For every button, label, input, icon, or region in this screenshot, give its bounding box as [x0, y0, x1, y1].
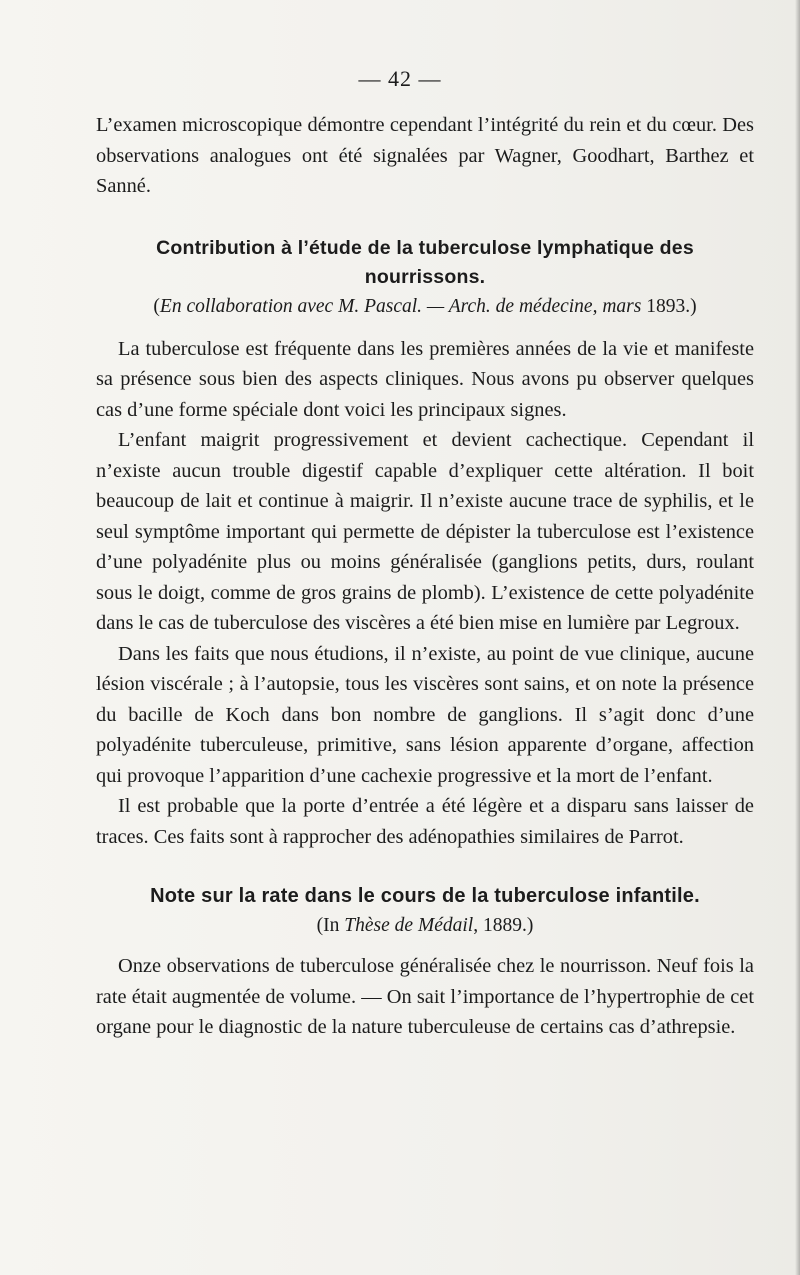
citation-year: , 1889.)	[473, 915, 534, 936]
section-2-citation	[96, 911, 754, 941]
page-content	[96, 110, 754, 1043]
citation-open: (In	[316, 915, 345, 936]
citation-year: 1893.)	[641, 295, 697, 317]
section-1-citation	[96, 292, 754, 322]
section-1-title: Contribution à l’étude de la tuberculose lymphatique des nourrissons.	[156, 236, 694, 288]
citation-source: En collaboration avec M. Pascal. — Arch. de médecine, mars	[159, 295, 642, 317]
intro-paragraph: L’examen microscopique démontre cependant l’intégrité du rein et du cœur. Des observations analogues ont été signalées par Wagner, Goodhart, Barthez et Sanné.	[96, 114, 754, 197]
citation-source: Thèse de Médail	[344, 915, 474, 936]
section-1-paragraph: Dans les faits que nous étudions, il n’existe, au point de vue clinique, aucune lésion viscérale ; à l’autopsie, tous les viscères sont sains, et on note la présence du bacille de Koch dans bon nombre de ganglions. Il s’agit donc d’une polyadénite tuberculeuse, primitive, sans lésion apparente d’organe, affection qui provoque l’apparition d’une cachexie progressive et la mort de l’enfant.	[96, 642, 754, 787]
citation-open: (	[153, 295, 160, 317]
section-1-paragraph: L’enfant maigrit progressivement et devient cachectique. Cependant il n’existe aucun trouble digestif capable d’expliquer cette altération. Il boit beaucoup de lait et continue à maigrir. Il n’existe aucune trace de syphilis, et le seul symptôme important qui permette de dépister la tuberculose est l’existence d’une polyadénite plus ou moins généralisée (ganglions petits, durs, roulant sous le doigt, comme de gros grains de plomb). L’existence de cette polyadénite dans le cas de tuberculose des viscères a été bien mise en lumière par Legroux.	[96, 429, 754, 634]
section-1-paragraph: Il est probable que la porte d’entrée a été légère et a disparu sans laisser de traces. Ces faits sont à rapprocher des adénopathies similaires de Parrot.	[96, 795, 754, 848]
section-2-paragraph: Onze observations de tuberculose généralisée chez le nourrisson. Neuf fois la rate était augmentée de volume. — On sait l’importance de l’hypertrophie de cet organe pour le diagnostic de la nature tuberculeuse de certains cas d’athrepsie.	[96, 955, 754, 1038]
section-2-title: Note sur la rate dans le cours de la tuberculose infantile.	[150, 885, 700, 907]
page-number: — 42 —	[358, 66, 442, 91]
section-1-paragraph: La tuberculose est fréquente dans les premières années de la vie et manifeste sa présence sous bien des aspects cliniques. Nous avons pu observer quelques cas d’une forme spéciale dont voici les principaux signes.	[96, 337, 754, 421]
